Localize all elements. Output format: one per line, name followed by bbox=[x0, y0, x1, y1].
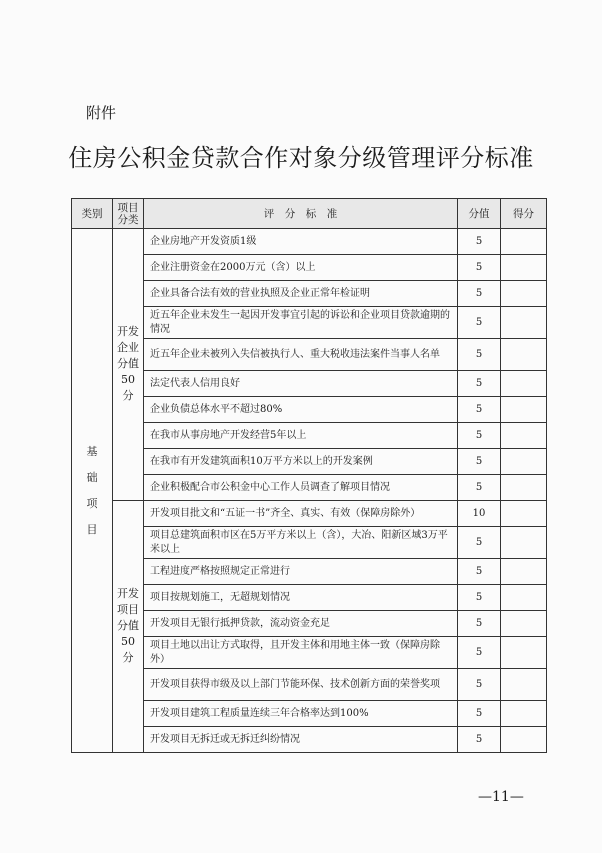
earned-score-cell[interactable] bbox=[501, 701, 547, 727]
criteria-cell: 企业房地产开发资质1级 bbox=[144, 229, 458, 255]
header-criteria: 评 分 标 准 bbox=[144, 199, 458, 229]
criteria-cell: 近五年企业未被列入失信被执行人、重大税收违法案件当事人名单 bbox=[144, 339, 458, 371]
earned-score-cell[interactable] bbox=[501, 501, 547, 527]
score-cell: 5 bbox=[458, 559, 501, 585]
criteria-cell: 工程进度严格按照规定正常进行 bbox=[144, 559, 458, 585]
score-cell: 5 bbox=[458, 585, 501, 611]
category-cell: 基 础 项 目 bbox=[72, 229, 113, 753]
score-cell: 5 bbox=[458, 339, 501, 371]
earned-score-cell[interactable] bbox=[501, 397, 547, 423]
score-cell: 5 bbox=[458, 449, 501, 475]
criteria-cell: 企业积极配合市公积金中心工作人员调查了解项目情况 bbox=[144, 475, 458, 501]
table-row bbox=[72, 339, 547, 371]
earned-score-cell[interactable] bbox=[501, 669, 547, 701]
earned-score-cell[interactable] bbox=[501, 475, 547, 501]
table-row bbox=[72, 229, 547, 255]
subcategory-cell: 开发 企业 分值 50分 bbox=[113, 229, 144, 501]
table-body bbox=[72, 229, 547, 753]
score-cell: 5 bbox=[458, 281, 501, 307]
score-cell: 5 bbox=[458, 475, 501, 501]
attachment-label: 附件 bbox=[86, 104, 117, 122]
header-subcategory: 项目 分类 bbox=[113, 199, 144, 229]
earned-score-cell[interactable] bbox=[501, 423, 547, 449]
earned-score-cell[interactable] bbox=[501, 527, 547, 559]
score-cell: 5 bbox=[458, 229, 501, 255]
earned-score-cell[interactable] bbox=[501, 585, 547, 611]
score-cell: 5 bbox=[458, 701, 501, 727]
criteria-cell: 项目按规划施工，无超规划情况 bbox=[144, 585, 458, 611]
page-number: —11— bbox=[478, 789, 524, 805]
page-title: 住房公积金贷款合作对象分级管理评分标准 bbox=[68, 144, 534, 172]
table-row bbox=[72, 475, 547, 501]
scoring-table bbox=[71, 198, 547, 753]
criteria-cell: 开发项目批文和“五证一书”齐全、真实、有效（保障房除外） bbox=[144, 501, 458, 527]
earned-score-cell[interactable] bbox=[501, 727, 547, 753]
table-row bbox=[72, 449, 547, 475]
score-cell: 5 bbox=[458, 727, 501, 753]
table-row bbox=[72, 637, 547, 669]
table-row bbox=[72, 669, 547, 701]
score-cell: 5 bbox=[458, 397, 501, 423]
earned-score-cell[interactable] bbox=[501, 281, 547, 307]
criteria-cell: 企业具备合法有效的营业执照及企业正常年检证明 bbox=[144, 281, 458, 307]
table-row bbox=[72, 371, 547, 397]
earned-score-cell[interactable] bbox=[501, 339, 547, 371]
table-row bbox=[72, 423, 547, 449]
table-row bbox=[72, 585, 547, 611]
score-cell: 5 bbox=[458, 611, 501, 637]
header-score: 分值 bbox=[458, 199, 501, 229]
subcategory-cell: 开发 项目 分值 50分 bbox=[113, 501, 144, 753]
score-cell: 5 bbox=[458, 527, 501, 559]
criteria-cell: 近五年企业未发生一起因开发事宜引起的诉讼和企业项目贷款逾期的情况 bbox=[144, 307, 458, 339]
criteria-cell: 企业负债总体水平不超过80% bbox=[144, 397, 458, 423]
earned-score-cell[interactable] bbox=[501, 255, 547, 281]
table-row bbox=[72, 281, 547, 307]
earned-score-cell[interactable] bbox=[501, 611, 547, 637]
criteria-cell: 开发项目获得市级及以上部门节能环保、技术创新方面的荣誉奖项 bbox=[144, 669, 458, 701]
earned-score-cell[interactable] bbox=[501, 229, 547, 255]
earned-score-cell[interactable] bbox=[501, 637, 547, 669]
criteria-cell: 在我市从事房地产开发经营5年以上 bbox=[144, 423, 458, 449]
criteria-cell: 开发项目建筑工程质量连续三年合格率达到100% bbox=[144, 701, 458, 727]
score-cell: 5 bbox=[458, 255, 501, 281]
header-earned: 得分 bbox=[501, 199, 547, 229]
earned-score-cell[interactable] bbox=[501, 307, 547, 339]
table-row bbox=[72, 727, 547, 753]
criteria-cell: 开发项目无银行抵押贷款，流动资金充足 bbox=[144, 611, 458, 637]
score-cell: 5 bbox=[458, 669, 501, 701]
score-cell: 5 bbox=[458, 307, 501, 339]
criteria-cell: 在我市有开发建筑面积10万平方米以上的开发案例 bbox=[144, 449, 458, 475]
criteria-cell: 开发项目无拆迁或无拆迁纠纷情况 bbox=[144, 727, 458, 753]
criteria-cell: 项目总建筑面积市区在5万平方米以上（含），大冶、阳新区域3万平米以上 bbox=[144, 527, 458, 559]
earned-score-cell[interactable] bbox=[501, 559, 547, 585]
table-header-row bbox=[72, 199, 547, 229]
earned-score-cell[interactable] bbox=[501, 371, 547, 397]
criteria-cell: 项目土地以出让方式取得，且开发主体和用地主体一致（保障房除外） bbox=[144, 637, 458, 669]
table-row bbox=[72, 559, 547, 585]
table-row bbox=[72, 397, 547, 423]
score-cell: 5 bbox=[458, 423, 501, 449]
header-category: 类别 bbox=[72, 199, 113, 229]
table-row bbox=[72, 611, 547, 637]
score-cell: 10 bbox=[458, 501, 501, 527]
table-row bbox=[72, 527, 547, 559]
criteria-cell: 法定代表人信用良好 bbox=[144, 371, 458, 397]
score-cell: 5 bbox=[458, 371, 501, 397]
table-row bbox=[72, 701, 547, 727]
criteria-cell: 企业注册资金在2000万元（含）以上 bbox=[144, 255, 458, 281]
table-row bbox=[72, 255, 547, 281]
table-row bbox=[72, 501, 547, 527]
table-row bbox=[72, 307, 547, 339]
score-cell: 5 bbox=[458, 637, 501, 669]
earned-score-cell[interactable] bbox=[501, 449, 547, 475]
